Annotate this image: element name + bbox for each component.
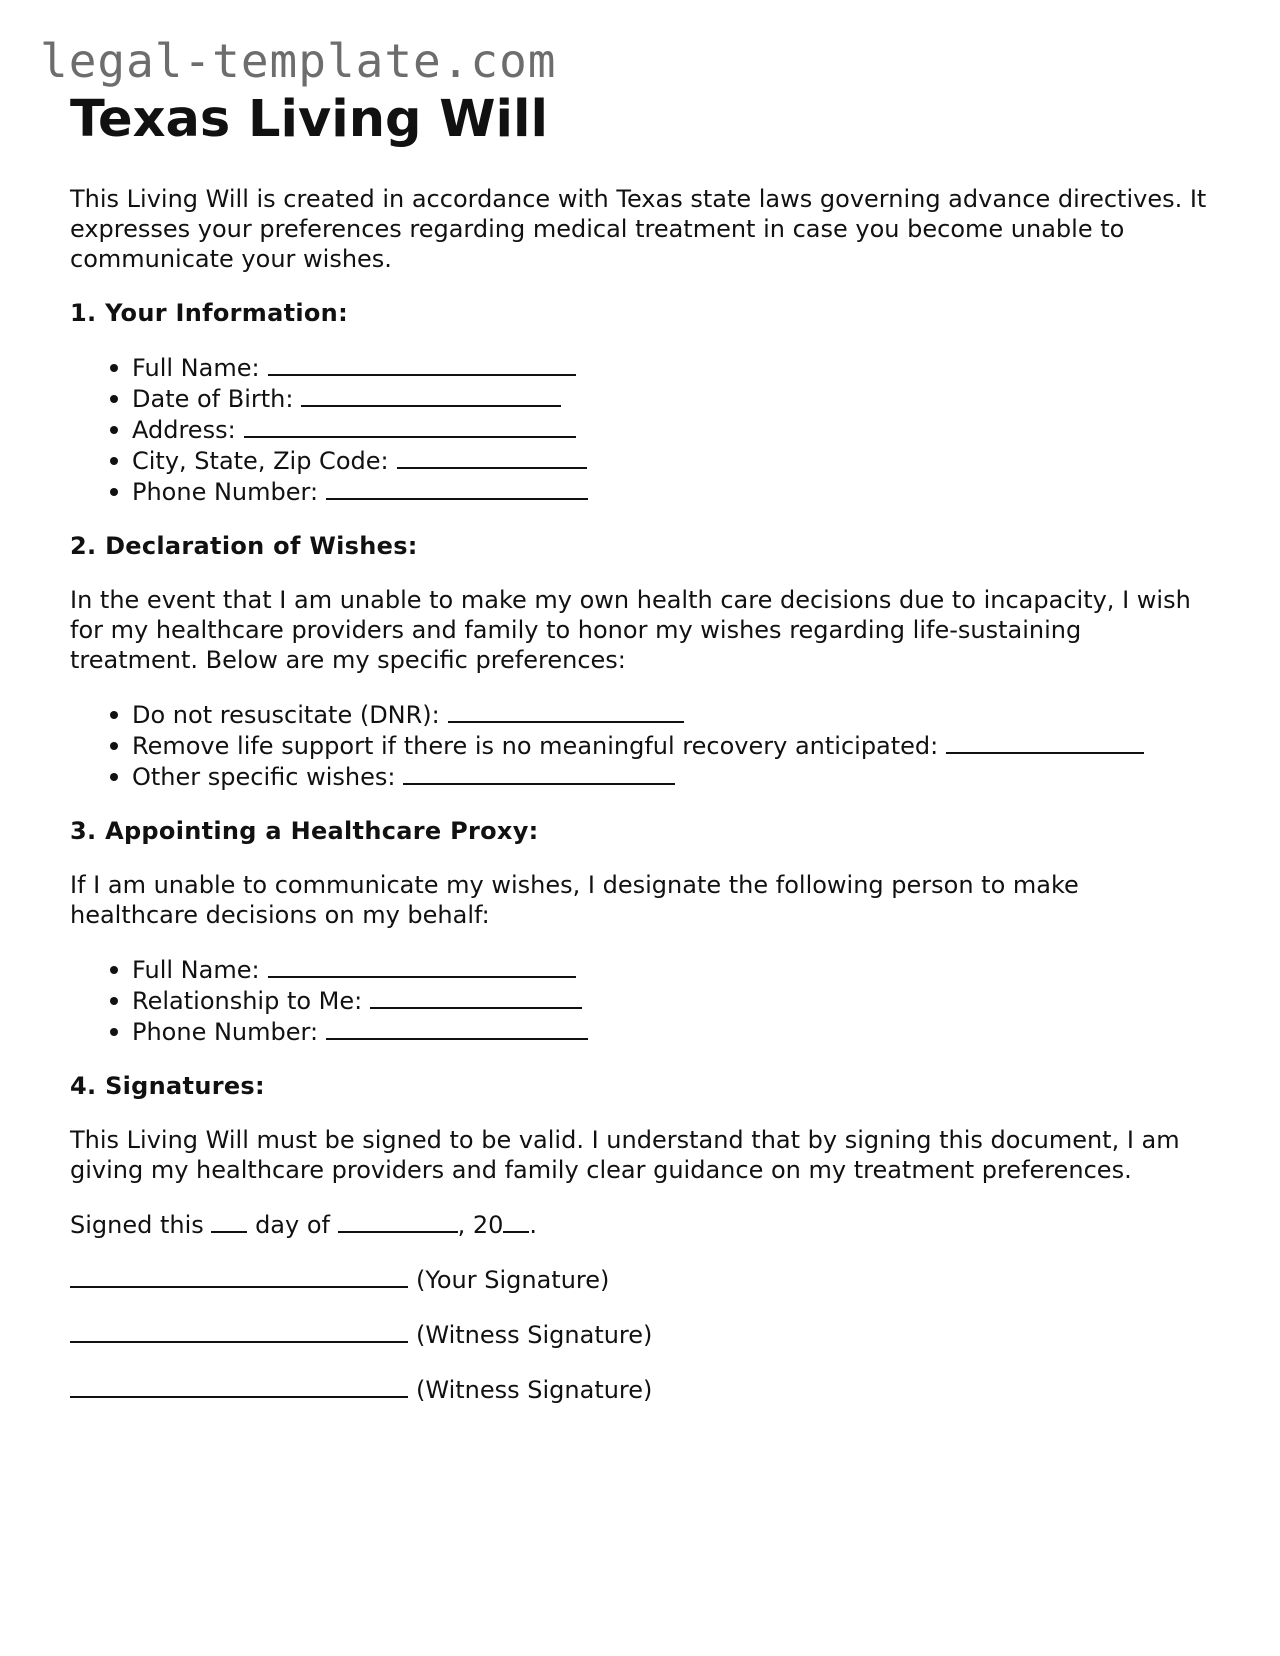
date-of-birth-blank[interactable] (301, 383, 561, 407)
page-title: Texas Living Will (70, 90, 549, 149)
section-heading-your-information: 1. Your Information: (70, 299, 348, 327)
list-item (132, 954, 1210, 985)
field-label: Relationship to Me: (132, 987, 363, 1015)
witness-signature-blank-2[interactable] (70, 1374, 408, 1398)
list-item (132, 1016, 1210, 1047)
field-label: Full Name: (132, 354, 260, 382)
city-state-zip-blank[interactable] (397, 445, 587, 469)
witness-signature-line-2 (70, 1374, 1210, 1405)
list-item (132, 445, 1210, 476)
list-item (132, 414, 1210, 445)
signature-label: (Your Signature) (416, 1266, 610, 1294)
declaration-list (70, 699, 1210, 792)
field-label: Phone Number: (132, 478, 319, 506)
list-item (132, 761, 1210, 792)
intro-paragraph: This Living Will is created in accordance with Texas state laws governing advance directives. It expresses your preferences regarding medical treatment in case you become unable to communicate your wishes. (70, 185, 1207, 273)
field-label: Remove life support if there is no meaningful recovery anticipated: (132, 732, 939, 760)
witness-signature-blank-1[interactable] (70, 1319, 408, 1343)
section-heading-declaration-of-wishes: 2. Declaration of Wishes: (70, 532, 418, 560)
year-blank[interactable] (503, 1209, 529, 1233)
year-prefix: , 20 (457, 1211, 504, 1239)
declaration-paragraph: In the event that I am unable to make my own health care decisions due to incapacity, I wish for my healthcare providers and family to honor my wishes regarding life-sustaining treatment. Below are my specific preferences: (70, 586, 1191, 674)
signed-date-line (70, 1209, 1210, 1240)
day-of-label: day of (255, 1211, 330, 1239)
document-page (70, 90, 1210, 1405)
witness-signature-line-1 (70, 1319, 1210, 1350)
list-item (132, 699, 1210, 730)
signed-end: . (529, 1211, 538, 1239)
proxy-full-name-blank[interactable] (268, 954, 576, 978)
signature-label: (Witness Signature) (416, 1376, 653, 1404)
field-label: Address: (132, 416, 236, 444)
dnr-blank[interactable] (448, 699, 684, 723)
signature-label: (Witness Signature) (416, 1321, 653, 1349)
other-wishes-blank[interactable] (403, 761, 675, 785)
day-blank[interactable] (211, 1209, 247, 1233)
watermark: legal-template.com (40, 34, 557, 88)
signatures-paragraph: This Living Will must be signed to be valid. I understand that by signing this document, I am giving my healthcare providers and family clear guidance on my treatment preferences. (70, 1126, 1180, 1184)
your-signature-blank[interactable] (70, 1264, 408, 1288)
remove-life-support-blank[interactable] (946, 730, 1144, 754)
list-item (132, 352, 1210, 383)
your-information-list (70, 352, 1210, 507)
field-label: Date of Birth: (132, 385, 294, 413)
field-label: City, State, Zip Code: (132, 447, 389, 475)
section-heading-healthcare-proxy: 3. Appointing a Healthcare Proxy: (70, 817, 539, 845)
list-item (132, 730, 1210, 761)
signed-prefix: Signed this (70, 1211, 204, 1239)
field-label: Other specific wishes: (132, 763, 396, 791)
list-item (132, 383, 1210, 414)
address-blank[interactable] (244, 414, 576, 438)
full-name-blank[interactable] (268, 352, 576, 376)
proxy-phone-blank[interactable] (326, 1016, 588, 1040)
section-heading-signatures: 4. Signatures: (70, 1072, 265, 1100)
proxy-paragraph: If I am unable to communicate my wishes, I designate the following person to make healthcare decisions on my behalf: (70, 871, 1079, 929)
phone-number-blank[interactable] (326, 476, 588, 500)
month-blank[interactable] (338, 1209, 458, 1233)
proxy-relationship-blank[interactable] (370, 985, 582, 1009)
field-label: Phone Number: (132, 1018, 319, 1046)
field-label: Do not resuscitate (DNR): (132, 701, 440, 729)
your-signature-line (70, 1264, 1210, 1295)
proxy-list (70, 954, 1210, 1047)
list-item (132, 476, 1210, 507)
list-item (132, 985, 1210, 1016)
field-label: Full Name: (132, 956, 260, 984)
